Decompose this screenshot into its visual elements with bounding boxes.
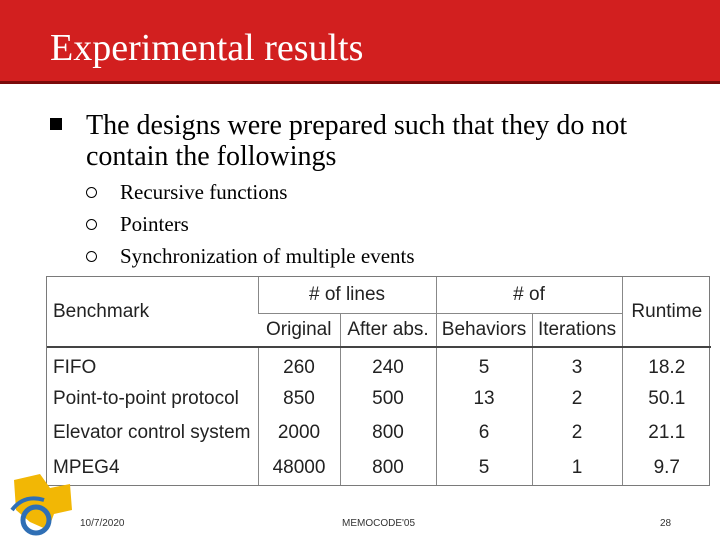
slide-title: Experimental results [50,27,364,69]
sub-bullet-text: Recursive functions [120,180,288,204]
header-behaviors: Behaviors [436,313,532,347]
sub-bullet-text: Pointers [120,212,189,236]
cell-original: 2000 [258,416,340,451]
cell-behaviors: 5 [436,451,532,486]
table-row [47,382,711,417]
cell-after-abs: 500 [340,382,436,417]
sub-bullet-text: Synchronization of multiple events [120,244,415,268]
cell-benchmark: Point-to-point protocol [53,387,239,409]
footer-page-number: 28 [660,518,672,529]
header-of-group: # of [436,277,622,313]
header-after-abs: After abs. [340,313,436,347]
cell-iterations: 2 [532,416,622,451]
table-row [47,347,711,382]
cell-behaviors: 5 [436,347,532,382]
cell-original: 260 [258,347,340,382]
cell-runtime: 18.2 [622,347,711,382]
cell-iterations: 2 [532,382,622,417]
cell-after-abs: 240 [340,347,436,382]
header-benchmark: Benchmark [47,277,258,347]
cell-runtime: 21.1 [622,416,711,451]
results-table [46,276,710,486]
header-iterations: Iterations [532,313,622,347]
cell-original: 850 [258,382,340,417]
cell-iterations: 3 [532,347,622,382]
footer-date: 10/7/2020 [80,518,125,529]
cell-benchmark: FIFO [53,356,97,378]
table-row [47,416,711,451]
cell-after-abs: 800 [340,451,436,486]
cell-runtime: 9.7 [622,451,711,486]
cell-behaviors: 13 [436,382,532,417]
circle-bullet-icon [86,219,97,230]
circle-bullet-icon [86,187,97,198]
title-bar [0,0,720,84]
header-runtime: Runtime [622,277,711,347]
cell-after-abs: 800 [340,416,436,451]
conference-logo-icon [10,470,76,540]
table-row [47,451,711,486]
cell-behaviors: 6 [436,416,532,451]
cell-benchmark: MPEG4 [53,456,120,478]
main-bullet-text: The designs were prepared such that they do not contain the followings [86,110,628,172]
cell-runtime: 50.1 [622,382,711,417]
cell-benchmark: Elevator control system [53,422,251,444]
header-lines-group: # of lines [258,277,436,313]
footer-conference: MEMOCODE'05 [342,518,416,529]
header-original: Original [266,318,332,340]
cell-iterations: 1 [532,451,622,486]
square-bullet-icon [50,118,62,130]
cell-original: 48000 [258,451,340,486]
circle-bullet-icon [86,251,97,262]
